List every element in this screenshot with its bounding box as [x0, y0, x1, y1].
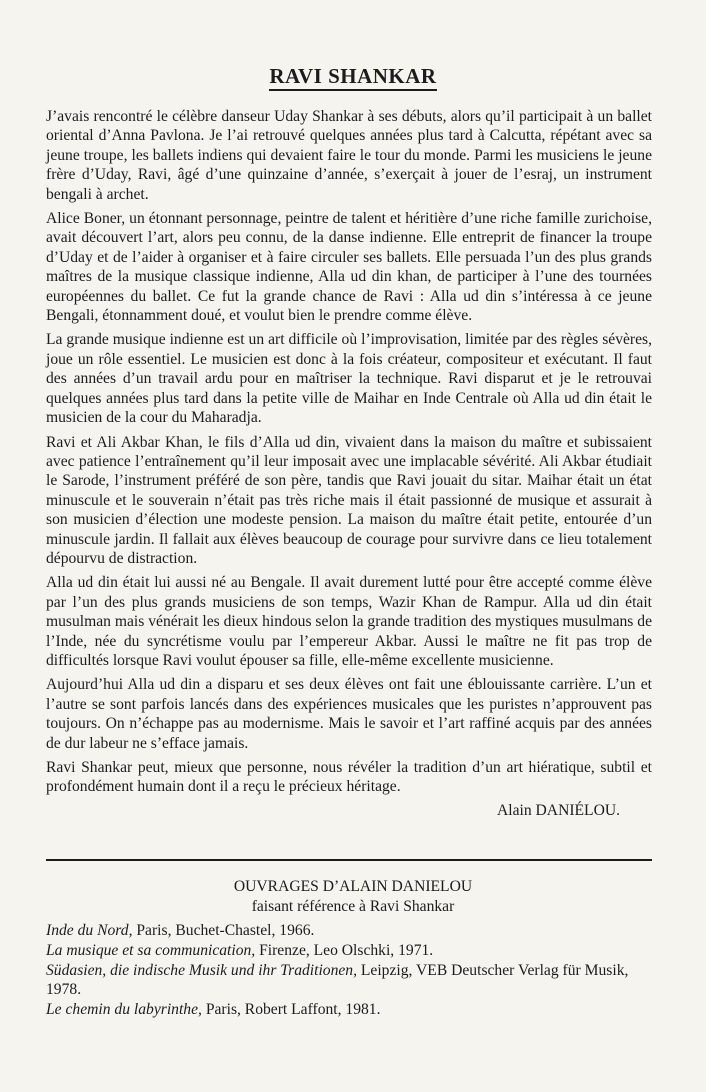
paragraph: Ravi Shankar peut, mieux que personne, nous révéler la tradition d’un art hiératique, subtil et profondément humain dont il a reçu le précieux héritage. [46, 759, 652, 796]
paragraph: Alice Boner, un étonnant personnage, peintre de talent et héritière d’une riche famille zurichoise, avait découvert l’art, alors peu connu, de la danse indienne. Elle entreprit de financer la troupe d’Uday et de l’aider à organiser et à faire circuler ses ballets. Elle persuada l’un des plus grands maîtres de la musique classique indienne, Alla ud din khan, de participer à l’une des tournées européennes du ballet. Ce fut la grande chance de Ravi : Alla ud din s’intéressa à ce jeune Bengali, étonnamment doué, et voulut bien le prendre comme élève. [46, 210, 652, 325]
paragraph: Ravi et Ali Akbar Khan, le fils d’Alla ud din, vivaient dans la maison du maître et subissaient avec patience l’entraînement qu’il leur imposait avec une implacable sévérité. Ali Akbar étudiait le Sarode, l’instrument préféré de son père, tandis que Ravi jouait du sitar. Maihar était un état minuscule et le souverain n’était pas très riche mais il était passionné de musique et assurait à son musicien d’élection une modeste pension. La maison du maître était petite, entourée d’un minuscule jardin. Il fallait aux élèves beaucoup de courage pour survivre dans ce lieu totalement dépourvu de distraction. [46, 433, 652, 567]
bibliography-item [46, 961, 656, 1001]
bibliography-heading: OUVRAGES D’ALAIN DANIELOU [233, 878, 473, 895]
bibliography-item [46, 921, 656, 941]
paragraph: Alla ud din était lui aussi né au Bengale. Il avait durement lutté pour être accepté comme élève par l’un des plus grands musiciens de son temps, Wazir Khan de Rampur. Alla ud din était musulman mais vénérait les dieux hindous selon la grande tradition des mystiques musulmans de l’Inde, née du syncrétisme voulu par l’empereur Akbar. Aussi le maître ne fit pas trop de difficultés lorsque Ravi voulut épouser sa fille, elle-même excellente musicienne. [46, 574, 652, 669]
book-details: Leipzig, VEB Deutscher Verlag für Musik, 1978. [46, 961, 629, 999]
title-text: RAVI SHANKAR [269, 64, 436, 91]
book-title: La musique et sa communication, [46, 941, 256, 959]
page-title [0, 64, 706, 89]
bibliography-item [46, 1000, 656, 1020]
book-title: Le chemin du labyrinthe, [46, 1001, 202, 1019]
book-details: Paris, Buchet-Chastel, 1966. [132, 922, 315, 939]
bibliography-list [46, 921, 656, 1020]
paragraph: Aujourd’hui Alla ud din a disparu et ses deux élèves ont fait une éblouissante carrière. L’un et l’autre se sont parfois lancés dans des expériences musicales que les puristes n’approuvent pas toujours. On n’échappe pas au modernisme. Mais le savoir et l’art raffiné acquis par des années de dur labeur ne s’efface jamais. [46, 676, 652, 752]
book-details: Firenze, Leo Olschki, 1971. [255, 941, 434, 959]
article-body [46, 107, 652, 820]
bibliography-subheading: faisant référence à Ravi Shankar [251, 898, 455, 915]
book-title: Südasien, die indische Musik und ihr Traditionen, [46, 961, 357, 979]
paragraph: La grande musique indienne est un art difficile où l’improvisation, limitée par des règles sévères, joue un rôle essentiel. Le musicien est donc à la fois créateur, compositeur et exécutant. Il faut des années d’un travail ardu pour en maîtriser la technique. Ravi disparut et je le retrouvai quelques années plus tard dans la petite ville de Maihar en Inde Centrale où Alla ud din était le musicien de la cour du Maharadja. [46, 331, 652, 427]
book-details: Paris, Robert Laffont, 1981. [201, 1001, 381, 1019]
bibliography-item [46, 941, 656, 961]
section-divider [46, 859, 652, 861]
bibliography-header [0, 877, 706, 917]
author-signature: Alain DANIÉLOU. [497, 801, 620, 819]
book-title: Inde du Nord, [46, 922, 133, 939]
paragraph: J’avais rencontré le célèbre danseur Uday Shankar à ses débuts, alors qu’il participait à un ballet oriental d’Anna Pavlona. Je l’ai retrouvé quelques années plus tard à Calcutta, répétant avec sa jeune troupe, les ballets indiens qui devaient faire le tour du monde. Parmi les musiciens le jeune frère d’Uday, Ravi, âgé d’une quinzaine d’année, s’exerçait à jouer de l’esraj, un instrument bengali à archet. [46, 108, 652, 203]
